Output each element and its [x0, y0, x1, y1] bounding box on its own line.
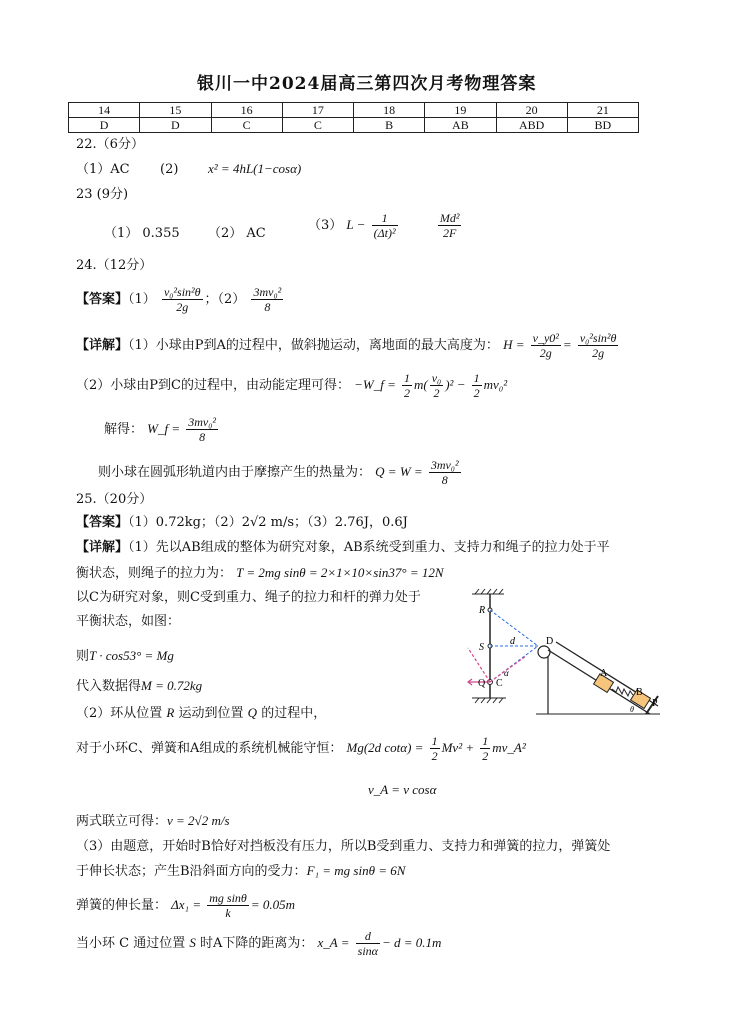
table-cell: 19: [425, 103, 496, 118]
q25-va-equation: v_A = v cosα: [368, 782, 437, 797]
table-cell: AB: [425, 118, 496, 133]
diagram-label-theta: θ: [630, 705, 634, 714]
table-cell: ABD: [496, 118, 567, 133]
fraction: $\frac{\text{mg sinθ}}{k}$: [209, 891, 247, 920]
q23-part1: （1） 0.355: [104, 226, 180, 241]
q25-answer-line: 【答案】（1）0.72kg；（2）2√2 m/s；（3）2.76J，0.6J: [76, 515, 408, 530]
fraction: $\frac{1}{2}$: [404, 371, 410, 400]
table-cell: 21: [567, 103, 638, 118]
fraction: $\frac{\text{v₀²sin²θ}}{2g}$: [579, 331, 617, 360]
table-cell: 15: [140, 103, 211, 118]
q23-part3: [308, 210, 463, 241]
q22-part2-label: (2): [160, 162, 179, 177]
fraction: $\frac{\text{v₀}}{2}$: [431, 371, 442, 400]
q25-last: 当小环 C 通过位置 S 时A下降的距离为： x_A = $\frac{d}{\sin\alpha}$ − d = 0.1m: [76, 929, 442, 958]
fraction: $\frac{\text{3mv₀²}}{8}$: [430, 458, 459, 487]
q25-detail-1: 【详解】（1）先以AB组成的整体为研究对象，AB系统受到重力、支持力和绳子的拉力处于平: [76, 540, 610, 555]
tension-equation: T = 2mg sinθ = 2×1×10×sin37° = 12N: [236, 565, 444, 580]
diagram-label-q: Q: [478, 678, 486, 689]
q25-combine: 两式联立可得：v = 2√2 m/s: [76, 813, 230, 829]
diagram-label-r: R: [479, 605, 486, 616]
fraction: $\frac{\text{3mv₀²}}{8}$: [188, 415, 217, 444]
detail-label: 【详解】: [76, 540, 129, 555]
table-cell: C: [282, 118, 353, 133]
fraction: $\frac{\text{v\_y0²}}{2g}$: [532, 331, 559, 360]
fraction: $\frac{\text{Md²}}{2F}$: [439, 211, 460, 240]
table-cell: B: [354, 118, 425, 133]
q25-stretch: 弹簧的伸长量： Δx₁ = $\frac{\text{mg sinθ}}{k}$ = 0.05m: [76, 891, 295, 920]
q25-substitute: 代入数据得M = 0.72kg: [76, 678, 203, 694]
q24-answer-line: 【答案】（1） $\frac{\text{v₀²sin²θ}}{2g}$ ；（2） $\frac{\text{3mv₀²}}{8}$: [76, 285, 282, 314]
fraction: $\frac{1}{\text{(Δt)²}}$: [373, 211, 396, 240]
page-title: 银川一中2024届高三第四次月考物理答案: [197, 74, 537, 94]
table-cell: BD: [567, 118, 638, 133]
diagram-label-p: P: [652, 698, 658, 709]
fraction: $\frac{\text{v₀²sin²θ}}{2g}$: [163, 285, 201, 314]
ceiling-support: [472, 589, 504, 594]
fraction: $\frac{d}{\sin\alpha}$: [357, 929, 378, 958]
fraction: $\frac{\text{3mv₀²}}{8}$: [253, 285, 282, 314]
q22-heading: 22.（6分）: [76, 137, 144, 152]
diagram-label-s: S: [479, 642, 484, 653]
q25-then: 则T · cos53° = Mg: [76, 648, 174, 664]
dashed-line-c: [490, 646, 538, 682]
diagram-label-b: B: [636, 687, 643, 698]
table-cell: 20: [496, 103, 567, 118]
rod-base: [472, 698, 506, 703]
q25-detail-1b: 衡状态，则绳子的拉力为： T = 2mg sinθ = 2×1×10×sin37° = 12N: [76, 565, 444, 581]
q24-detail-1: 【详解】（1）小球由P到A的过程中，做斜抛运动，离地面的最大高度为： H = $\frac{\text{v\_y0²}}{2g}$ = $\frac{\text{v₀²sin²θ}}{2g}$: [76, 331, 617, 360]
answer-table: [68, 102, 639, 133]
q25-part3-line1: （3）由题意，开始时B恰好对挡板没有压力，所以B受到重力、支持力和弹簧的拉力，弹簧处: [76, 839, 611, 854]
diagram-label-alpha: α: [504, 668, 509, 678]
table-cell: 16: [211, 103, 282, 118]
table-cell: 17: [282, 103, 353, 118]
q25-heading: 25.（20分）: [76, 492, 153, 507]
q24-solve: 解得： W_f = $\frac{\text{3mv₀²}}{8}$: [104, 415, 217, 444]
q23-part3-lhs: L −: [346, 217, 366, 232]
fraction: $\frac{1}{2}$: [431, 734, 438, 763]
answer-label: 【答案】: [76, 515, 129, 530]
q25-part2: （2）环从位置 R 运动到位置 Q 的过程中，: [76, 705, 327, 721]
fraction: $\frac{1}{2}$: [473, 371, 480, 400]
physics-diagram: [460, 588, 670, 720]
q22-part1: （1）AC: [76, 162, 130, 177]
answer-label: 【答案】: [76, 292, 129, 307]
answer-table-answers-row: [69, 118, 639, 133]
diagram-label-d: D: [546, 636, 554, 647]
q23-part3-label: （3）: [308, 218, 343, 233]
answer-table-numbers-row: [69, 103, 639, 118]
diagram-label-c: C: [496, 678, 503, 689]
q23-part2: （2） AC: [208, 226, 266, 241]
table-cell: D: [69, 118, 140, 133]
fraction: $\frac{1}{2}$: [482, 734, 489, 763]
table-cell: C: [211, 118, 282, 133]
diagram-label-a: A: [600, 668, 608, 679]
q25-line-c1: 以C为研究对象，则C受到重力、绳子的拉力和杆的弹力处于: [76, 590, 421, 605]
q23-heading: 23 (9分): [76, 187, 129, 202]
q24-heat: 则小球在圆弧形轨道内由于摩擦产生的热量为： Q = W = $\frac{\text{3mv₀²}}{8}$: [98, 458, 459, 487]
diagram-label-d-small: d: [510, 636, 515, 647]
q22-formula: x² = 4hL(1−cosα): [208, 161, 302, 176]
detail-label: 【详解】: [76, 338, 129, 353]
q24-detail-2: （2）小球由P到C的过程中，由动能定理可得： −W_f = $\frac{1}{2}$ m( $\frac{\text{v₀}}{2}$ )² − $\frac{1}{2}$ mv₀²: [76, 371, 508, 400]
table-cell: 18: [354, 103, 425, 118]
table-cell: D: [140, 118, 211, 133]
q24-heading: 24.（12分）: [76, 258, 153, 273]
q25-energy: 对于小环C、弹簧和A组成的系统机械能守恒： Mg(2d cotα) = $\frac{1}{2}$ Mv² + $\frac{1}{2}$ mv_A²: [76, 734, 526, 763]
q25-line-c2: 平衡状态，如图：: [76, 614, 181, 629]
table-cell: 14: [69, 103, 140, 118]
q25-part3-line2: 于伸长状态；产生B沿斜面方向的受力：F₁ = mg sinθ = 6N: [76, 863, 406, 879]
